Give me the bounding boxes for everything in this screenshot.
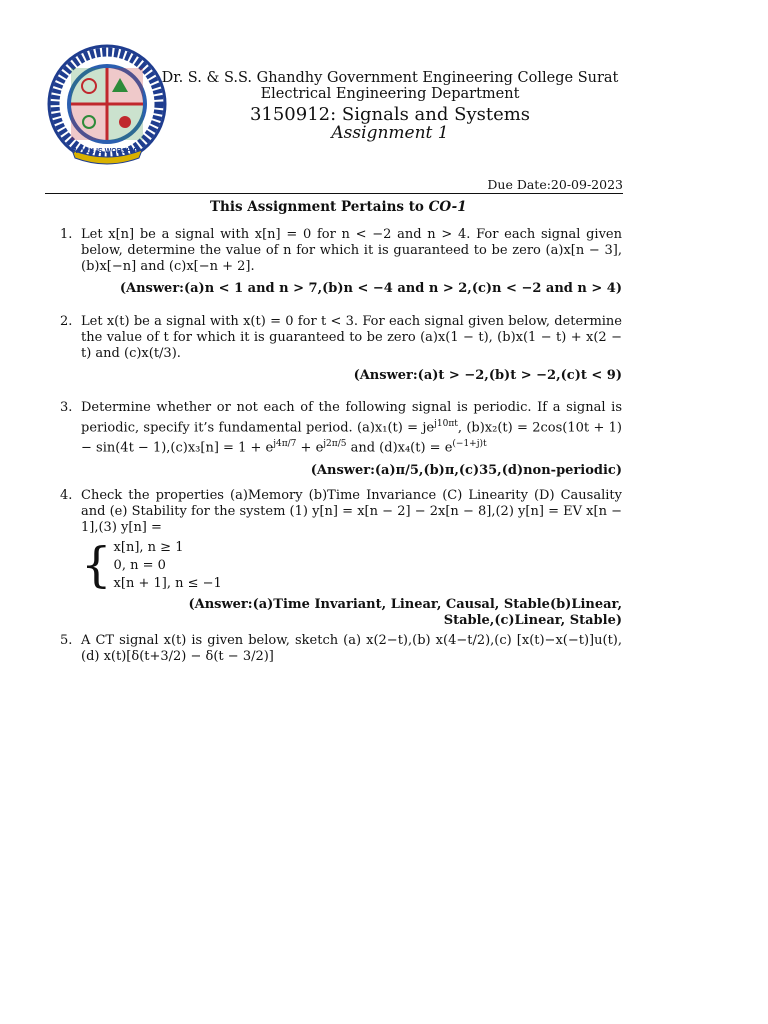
question-text: Let x[n] be a signal with x[n] = 0 for n < −2 and n > 4. For each signal given below, determine the value of n for which it is guaranteed to be zero (a)x[n − 3],(b)x[−n] and (c)x[−n + 2]. — [81, 227, 622, 274]
question-text: A CT signal x(t) is given below, sketch (a) x(2−t),(b) x(4−t/2),(c) [x(t)−x(−t)]u(t),(d) x(t)[δ(t+3/2) − δ(t − 3/2)] — [81, 633, 622, 664]
question-2 — [60, 314, 622, 384]
question-number: 4. — [60, 488, 73, 503]
text-part: + e — [296, 440, 324, 456]
exponent: j4π/7 — [273, 439, 297, 450]
question-3 — [60, 400, 622, 479]
pertains-line — [210, 199, 467, 215]
question-number: 1. — [60, 227, 73, 242]
exponent: (−1+j)t — [452, 439, 487, 450]
answer-line-1: (Answer:(a)Time Invariant, Linear, Causal, Stable(b)Linear, — [188, 597, 622, 612]
question-number: 3. — [60, 400, 73, 415]
question-5 — [60, 633, 622, 665]
exponent: j10πt — [434, 419, 458, 429]
question-4 — [60, 488, 622, 629]
piecewise-definition — [81, 539, 622, 593]
question-text: Check the properties (a)Memory (b)Time Invariance (C) Linearity (D) Causality and (e) Stability for the system (1) y[n] = x[n − 2] − 2x[n − 8],(2) y[n] = EV x[n − 1],(3) y[n] = — [81, 488, 622, 535]
answer — [60, 368, 622, 384]
answer-text: (Answer:(a)n < 1 and n > 7,(b)n < −4 and n > 2,(c)n < −2 and n > 4) — [119, 281, 622, 296]
question-number: 5. — [60, 633, 73, 648]
exponent: j2π/5 — [323, 439, 347, 450]
answer-line-2: Stable,(c)Linear, Stable) — [443, 613, 622, 628]
assignment-title: Assignment 1 — [331, 123, 449, 143]
answer-text: (Answer:(a)t > −2,(b)t > −2,(c)t < 9) — [353, 368, 622, 383]
course-outcome: CO-1 — [428, 199, 467, 215]
cases — [114, 539, 222, 593]
logo-motto: WORK IS WORSHIP — [72, 148, 139, 155]
question-text — [81, 400, 622, 457]
text-part: , (b)x₂(t) = 2cos(10t + 1) − sin(4t − 1),(c)x₃[n] = 1 + e — [81, 420, 622, 456]
header-divider — [45, 193, 623, 194]
question-1 — [60, 227, 622, 297]
case-3: x[n + 1], n ≤ −1 — [113, 576, 222, 591]
course-title: 3150912: Signals and Systems — [249, 104, 531, 125]
brace: { — [81, 537, 112, 593]
case-1: x[n], n ≥ 1 — [113, 540, 184, 555]
answer — [60, 463, 622, 479]
pertains-prefix: This Assignment Pertains to — [210, 199, 429, 215]
answer-text: (Answer:(a)π/5,(b)π,(c)35,(d)non-periodic) — [310, 462, 622, 478]
question-text: Let x(t) be a signal with x(t) = 0 for t < 3. For each signal given below, determine the value of t for which it is guaranteed to be zero (a)x(1 − t), (b)x(1 − t) + x(2 − t) and (c)x(t/3). — [81, 314, 622, 361]
question-number: 2. — [60, 314, 73, 329]
due-date: Due Date:20-09-2023 — [487, 177, 623, 192]
department-name: Electrical Engineering Department — [260, 86, 520, 102]
text-part: and (d)x₄(t) = e — [346, 440, 453, 456]
text-part: Determine whether or not each of the following signal is periodic. If a signal is periodic, specify it’s fundamental period. (a)x₁(t) = je — [81, 400, 622, 436]
answer — [60, 597, 622, 629]
answer — [60, 281, 622, 297]
case-2: 0, n = 0 — [113, 558, 166, 573]
college-name: Dr. S. & S.S. Ghandhy Government Engineering College Surat — [161, 70, 619, 86]
